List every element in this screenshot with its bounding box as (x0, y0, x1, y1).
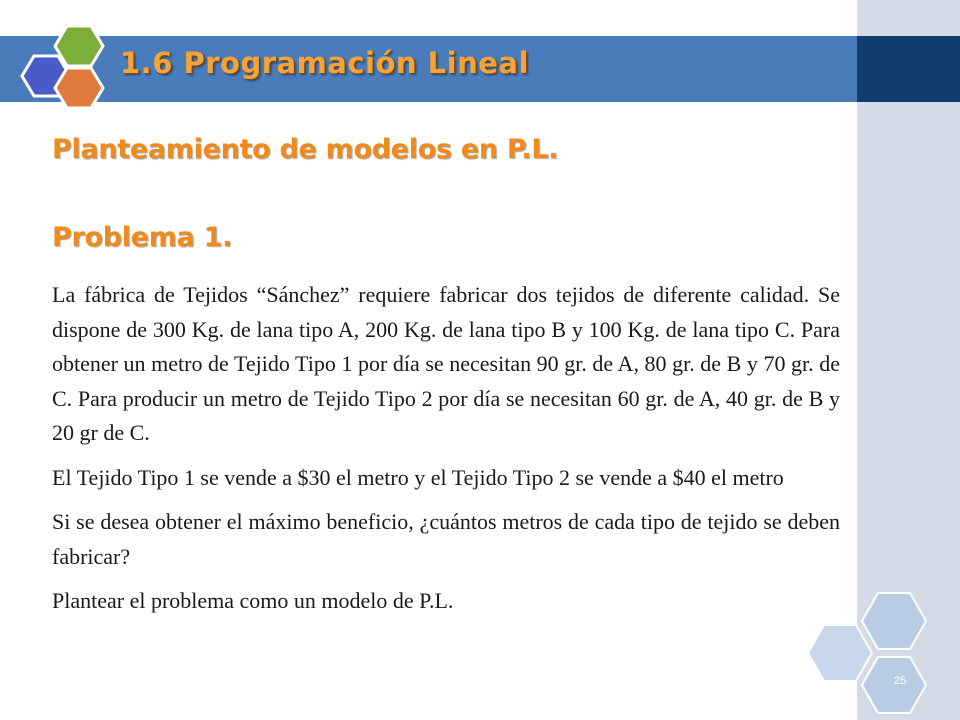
hexagon-logo-icon (12, 16, 112, 116)
decorative-hexagons (800, 585, 960, 720)
section-subtitle: Planteamiento de modelos en P.L. (52, 134, 559, 165)
hexagon-top (862, 593, 926, 649)
slide-title: 1.6 Programación Lineal (120, 46, 529, 80)
problem-heading: Problema 1. (52, 222, 233, 253)
paragraph-prices: El Tejido Tipo 1 se vende a $30 el metro y el Tejido Tipo 2 se vende a $40 el metro (52, 464, 784, 490)
orange-hexagon (55, 68, 103, 108)
paragraph-question: Si se desea obtener el máximo beneficio, ¿cuántos metros de cada tipo de tejido se deben fabricar? (52, 509, 840, 569)
page-number: 25 (893, 675, 907, 687)
paragraph-problem-statement: La fábrica de Tejidos “Sánchez” requiere fabricar dos tejidos de diferente calidad. Se dispone de 300 Kg. de lana tipo A, 200 Kg. de lana tipo B y 100 Kg. de lana tipo C. Para obtener un metro de Tejido Tipo 1 por día se necesitan 90 gr. de A, 80 gr. de B y 70 gr. de C. Para producir un metro de Tejido Tipo 2 por día se necesitan 60 gr. de A, 40 gr. de B y 20 gr de C. (52, 282, 840, 445)
green-hexagon (55, 26, 103, 66)
header-bar-accent (857, 36, 960, 102)
hexagon-left (808, 625, 872, 681)
paragraph-instruction: Plantear el problema como un modelo de P.L. (52, 588, 454, 613)
problem-body (52, 278, 840, 629)
